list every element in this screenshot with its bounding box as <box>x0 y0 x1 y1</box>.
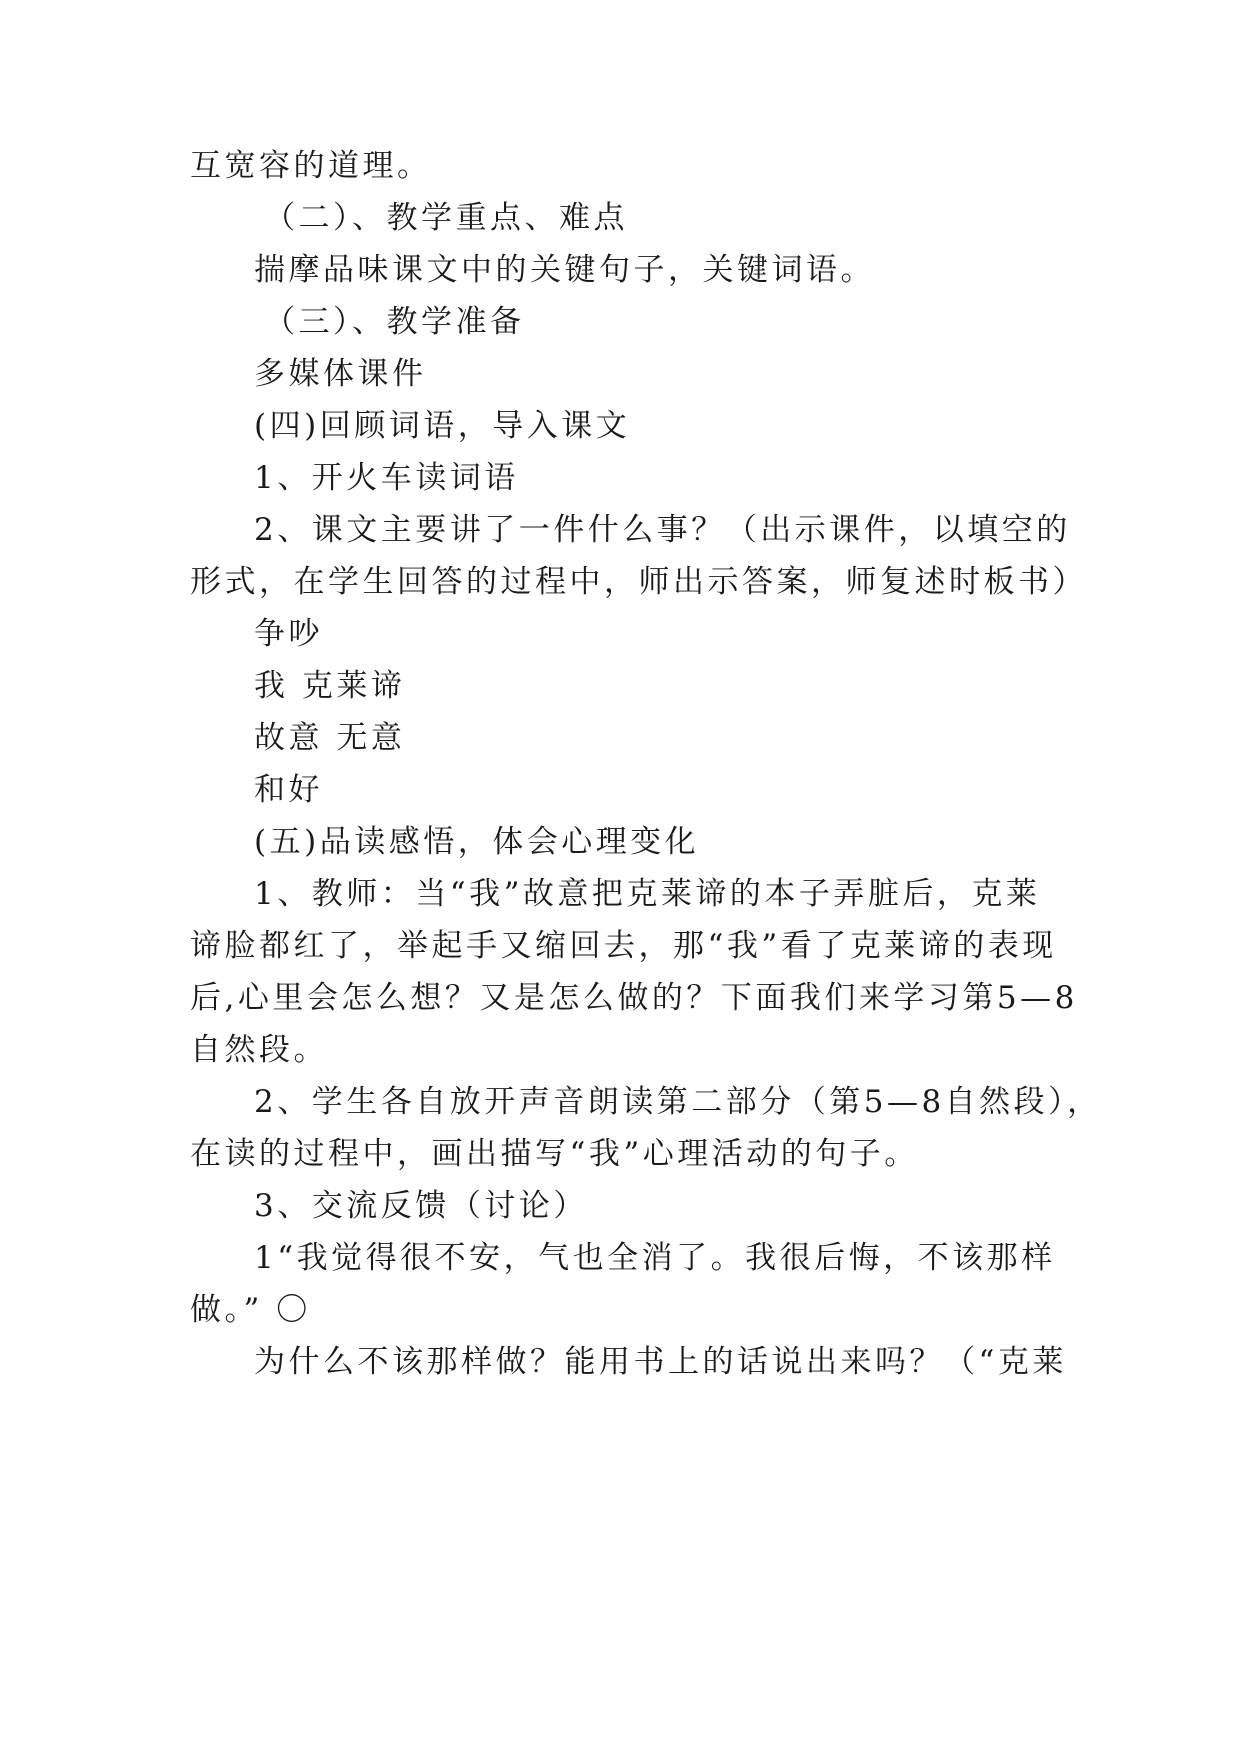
text-line: 形式，在学生回答的过程中，师出示答案，师复述时板书） <box>190 564 1087 600</box>
text-line: 为什么不该那样做？能用书上的话说出来吗？（“克莱 <box>254 1344 1067 1380</box>
board-writing: 争吵 <box>254 616 323 652</box>
section-heading: (五)品读感悟，体会心理变化 <box>254 824 700 860</box>
section-heading: （三）、教学准备 <box>264 304 525 340</box>
text-line: 谛脸都红了，举起手又缩回去，那“我”看了克莱谛的表现 <box>190 928 1057 964</box>
text-line: 1“我觉得很不安，气也全消了。我很后悔，不该那样 <box>254 1240 1056 1276</box>
text-line: 后,心里会怎么想？又是怎么做的？下面我们来学习第5—8 <box>190 980 1078 1016</box>
text-line: 在读的过程中，画出描写“我”心理活动的句子。 <box>190 1136 919 1172</box>
text-line: 1、教师：当“我”故意把克莱谛的本子弄脏后，克莱 <box>254 876 1041 912</box>
text-line: 1、开火车读词语 <box>254 460 519 496</box>
board-writing: 故意 无意 <box>254 720 406 756</box>
section-heading: （二）、教学重点、难点 <box>264 200 628 236</box>
text-line: 2、学生各自放开声音朗读第二部分（第5—8自然段）， <box>254 1084 1102 1120</box>
board-writing: 和好 <box>254 772 323 808</box>
section-heading: (四)回顾词语，导入课文 <box>254 408 631 444</box>
text-line: 2、课文主要讲了一件什么事？（出示课件，以填空的 <box>254 512 1071 548</box>
text-line: 互宽容的道理。 <box>190 148 432 184</box>
text-line: 做。” 〇 <box>190 1292 311 1328</box>
text-line: 3、交流反馈（讨论） <box>254 1188 588 1224</box>
text-line: 自然段。 <box>190 1032 328 1068</box>
board-writing: 我 克莱谛 <box>254 668 406 704</box>
text-line: 多媒体课件 <box>254 356 427 392</box>
text-line: 揣摩品味课文中的关键句子，关键词语。 <box>254 252 875 288</box>
